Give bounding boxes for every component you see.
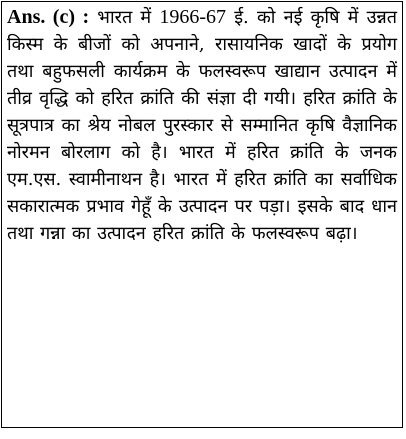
- answer-box: [1, 1, 403, 428]
- answer-paragraph: [7, 4, 397, 247]
- answer-year: 1966-67: [159, 6, 227, 28]
- answer-text-part-1: भारत में: [89, 7, 160, 28]
- answer-text-part-2: ई. को नई कृषि में उन्नत किस्म के बीजों को अपनाने, रासायनिक खादों के प्रयोग तथा बहुफसली कार्यक्रम के फलस्वरूप खाद्यान उत्पादन में तीव्र वृद्धि को हरित क्रांति की संज्ञा दी गयी। हरित क्रांति के सूत्रपात्र का श्रेय नोबल पुरस्कार से सम्मानित कृषि वैज्ञानिक नोरमन बोरलाग को है। भारत में हरित क्रांति के जनक एम.एस. स्वामीनाथन है। भारत में हरित क्रांति का सर्वाधिक सकारात्मक प्रभाव गेहूँ के उत्पादन पर पड़ा। इसके बाद धान तथा गन्ना का उत्पादन हरित क्रांति के फलस्वरूप बढ़ा।: [7, 7, 397, 244]
- answer-label: Ans. (c) :: [7, 6, 90, 28]
